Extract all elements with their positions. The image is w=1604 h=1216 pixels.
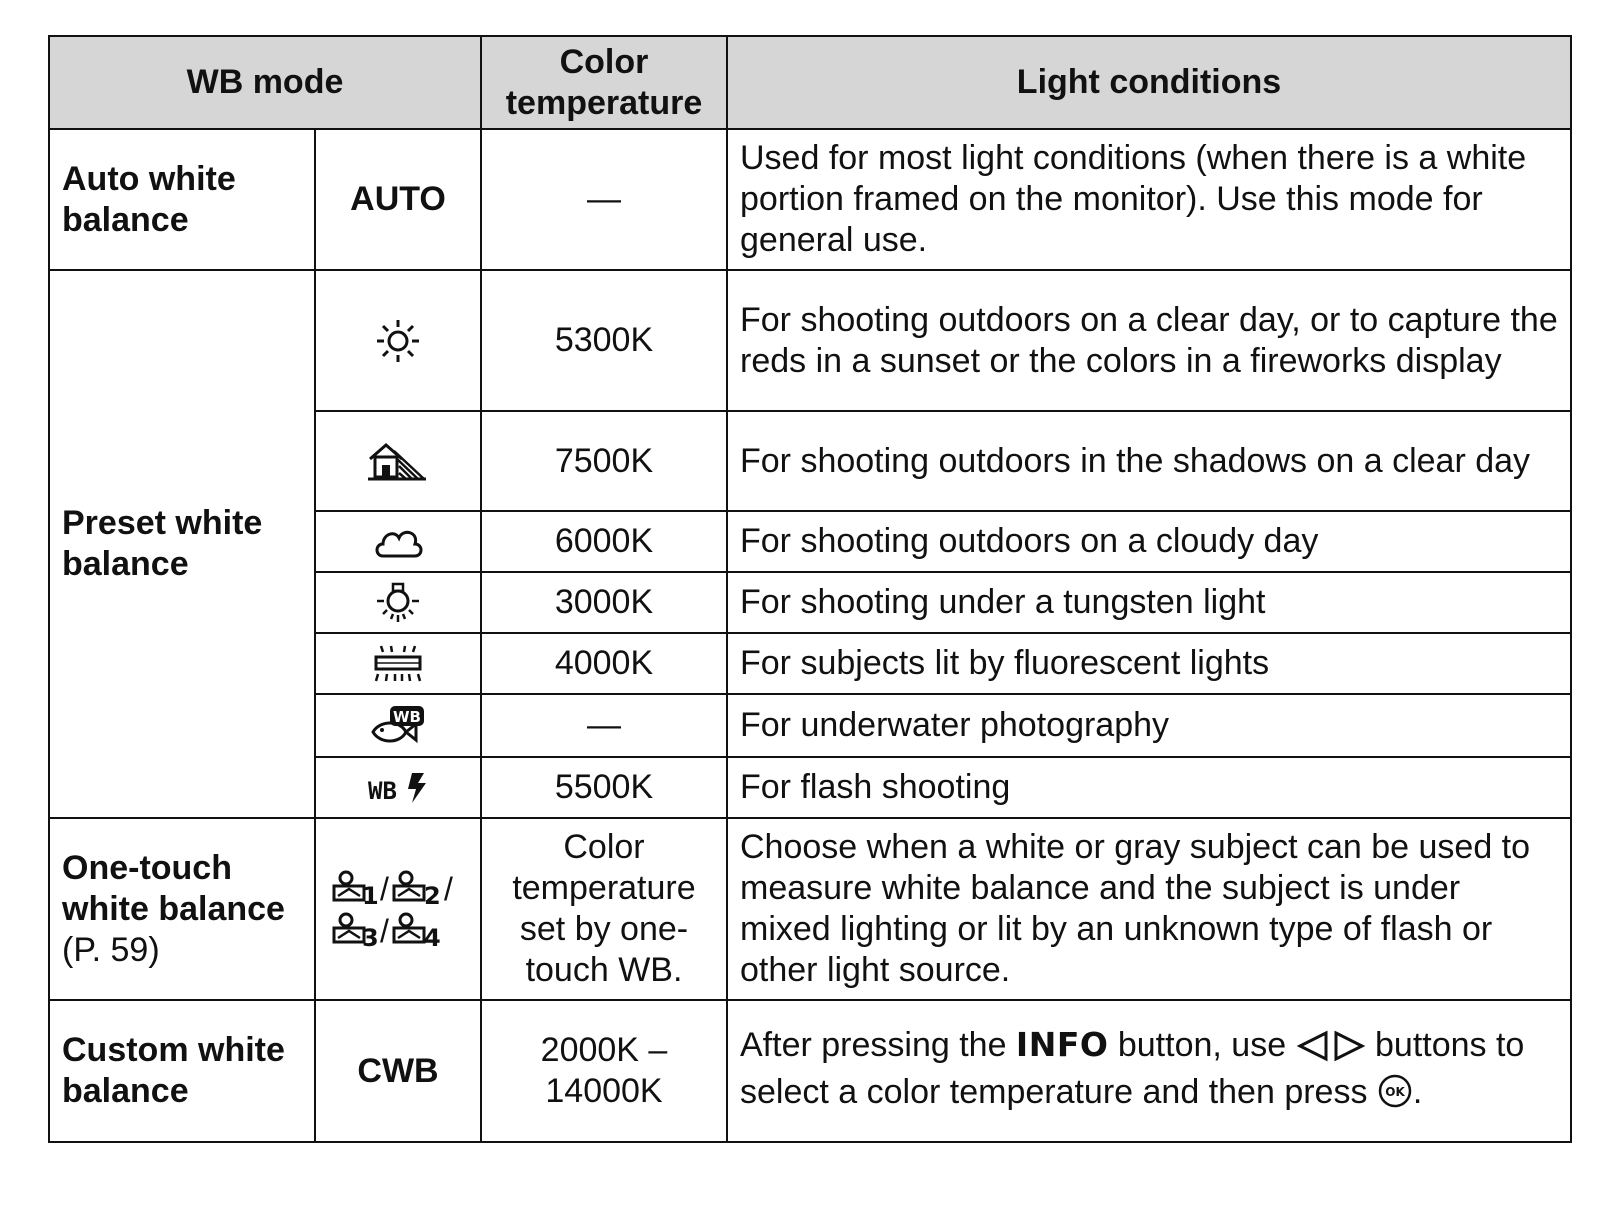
- cloudy-temp: 6000K: [481, 511, 727, 572]
- custom-desc-part4: .: [1412, 1072, 1423, 1111]
- svg-text:WB: WB: [368, 776, 397, 805]
- auto-symbol: AUTO: [315, 129, 481, 270]
- svg-text:/: /: [380, 913, 389, 949]
- shade-desc: For shooting outdoors in the shadows on a clear day: [727, 411, 1571, 511]
- custom-row: [49, 1000, 1571, 1142]
- svg-text:4: 4: [424, 924, 441, 952]
- ok-button-icon: [1377, 1073, 1413, 1119]
- sunny-icon: [315, 270, 481, 411]
- custom-desc-part1: After pressing the: [740, 1025, 1016, 1064]
- underwater-temp: —: [481, 694, 727, 757]
- one-touch-row: [49, 818, 1571, 1000]
- auto-desc: Used for most light conditions (when there is a white portion framed on the monitor). Use this mode for general use.: [727, 129, 1571, 270]
- one-touch-mode-cell: [49, 818, 315, 1000]
- cloudy-desc: For shooting outdoors on a cloudy day: [727, 511, 1571, 572]
- custom-desc: [727, 1000, 1571, 1142]
- header-color-temperature: Color temperature: [481, 36, 727, 129]
- white-balance-table: [48, 35, 1572, 1143]
- shade-temp: 7500K: [481, 411, 727, 511]
- underwater-desc: For underwater photography: [727, 694, 1571, 757]
- tungsten-temp: 3000K: [481, 572, 727, 633]
- auto-temp: —: [481, 129, 727, 270]
- flash-temp: 5500K: [481, 757, 727, 818]
- custom-temp: 2000K – 14000K: [481, 1000, 727, 1142]
- svg-text:1: 1: [362, 882, 379, 910]
- fluorescent-icon: [315, 633, 481, 694]
- svg-text:OK: OK: [1385, 1084, 1405, 1099]
- sunny-temp: 5300K: [481, 270, 727, 411]
- auto-mode-label: Auto white balance: [49, 129, 315, 270]
- svg-text:/: /: [380, 871, 389, 907]
- tungsten-icon: [315, 572, 481, 633]
- underwater-wb-icon: [315, 694, 481, 757]
- one-touch-mode-label: One-touch white balance: [62, 848, 285, 928]
- svg-text:/: /: [444, 871, 453, 907]
- custom-mode-label: Custom white balance: [49, 1000, 315, 1142]
- one-touch-page-ref: (P. 59): [62, 930, 160, 969]
- auto-row: [49, 129, 1571, 270]
- one-touch-desc: Choose when a white or gray subject can be used to measure white balance and the subject is under mixed lighting or lit by an unknown type of flash or other light source.: [727, 818, 1571, 1000]
- flash-desc: For flash shooting: [727, 757, 1571, 818]
- fluorescent-temp: 4000K: [481, 633, 727, 694]
- header-wb-mode: WB mode: [49, 36, 481, 129]
- svg-text:2: 2: [424, 882, 441, 910]
- shade-icon: [315, 411, 481, 511]
- header-row: [49, 36, 1571, 129]
- fluorescent-desc: For subjects lit by fluorescent lights: [727, 633, 1571, 694]
- svg-text:3: 3: [362, 924, 379, 952]
- preset-mode-label: Preset white balance: [49, 270, 315, 818]
- custom-desc-part3: buttons to select a color temperature and then press: [740, 1025, 1525, 1111]
- tungsten-desc: For shooting under a tungsten light: [727, 572, 1571, 633]
- info-button-label: INFO: [1015, 1024, 1109, 1064]
- left-right-arrows-icon: [1296, 1030, 1366, 1072]
- one-touch-icons: [315, 818, 481, 1000]
- svg-text:WB: WB: [393, 707, 421, 726]
- custom-symbol: CWB: [315, 1000, 481, 1142]
- header-light-conditions: Light conditions: [727, 36, 1571, 129]
- sunny-desc: For shooting outdoors on a clear day, or to capture the reds in a sunset or the colors in a fireworks display: [727, 270, 1571, 411]
- cloudy-icon: [315, 511, 481, 572]
- one-touch-temp: Color temperature set by one-touch WB.: [481, 818, 727, 1000]
- custom-desc-part2: button, use: [1108, 1025, 1296, 1064]
- preset-row-sunny: [49, 270, 1571, 411]
- flash-wb-icon: [315, 757, 481, 818]
